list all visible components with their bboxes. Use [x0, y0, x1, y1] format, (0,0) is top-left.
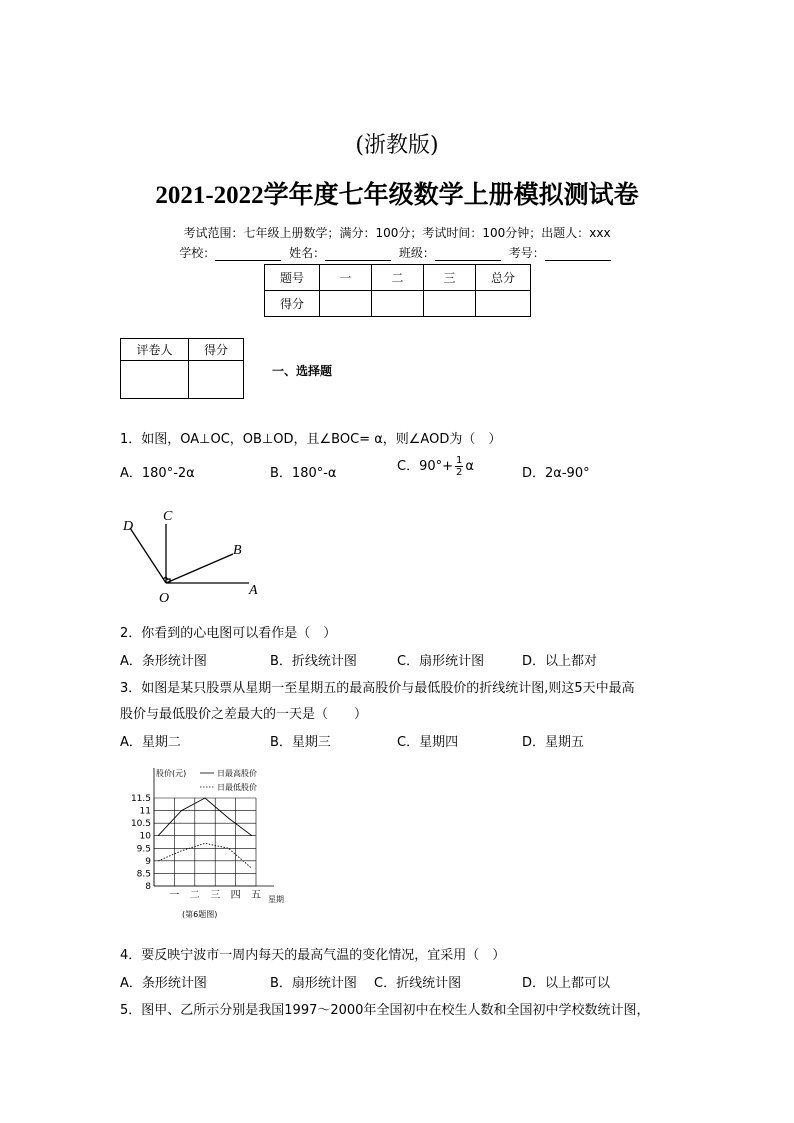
- score-header-cell: 一: [320, 265, 372, 291]
- fraction-numerator: 1: [456, 455, 463, 466]
- angle-figure: [115, 500, 275, 610]
- q2-option-a[interactable]: A．条形统计图: [120, 654, 207, 669]
- q3-option-a[interactable]: A．星期二: [120, 735, 181, 750]
- score-header-cell: 总分: [476, 265, 531, 291]
- grader-table: [120, 338, 244, 399]
- q4-option-b[interactable]: B．扇形统计图: [270, 976, 357, 991]
- chart-x-ticks: [169, 889, 261, 901]
- field-school-label: 学校：: [179, 246, 216, 260]
- q2-option-c[interactable]: C．扇形统计图: [397, 654, 485, 669]
- q2-option-d[interactable]: D．以上都对: [522, 654, 598, 669]
- chart-caption: (第6题图): [182, 910, 218, 919]
- q1-option-b[interactable]: B．180°-α: [270, 466, 337, 481]
- chart-y-ticks: [131, 794, 151, 892]
- label-d: D: [123, 519, 134, 534]
- x-tick-label: 二: [189, 890, 200, 901]
- fraction: [455, 455, 463, 478]
- label-b: B: [233, 543, 242, 558]
- grader-header-cell: 评卷人: [121, 339, 189, 361]
- label-c: C: [163, 509, 173, 524]
- score-row-label: 得分: [265, 291, 320, 317]
- y-tick-label: 9.5: [136, 844, 151, 855]
- question-1-stem: 1．如图，OA⊥OC，OB⊥OD，且∠BOC= α，则∠AOD为（ ）: [120, 432, 502, 447]
- q4-option-d[interactable]: D．以上都可以: [522, 976, 611, 991]
- label-o: O: [159, 591, 170, 606]
- field-name-blank[interactable]: [325, 248, 391, 261]
- field-class-blank[interactable]: [435, 248, 501, 261]
- score-table: [264, 264, 531, 317]
- x-tick-label: 一: [169, 890, 180, 901]
- question-3-stem-line2: 股价与最低股价之差最大的一天是（ ）: [120, 707, 368, 722]
- q1-option-c-alpha: α: [465, 459, 474, 474]
- question-5-stem: 5．图甲、乙所示分别是我国1997～2000年全国初中在校生人数和全国初中学校数统计图，: [120, 1003, 650, 1018]
- grader-cell[interactable]: [189, 361, 244, 399]
- score-cell[interactable]: [320, 291, 372, 317]
- edition-label: (浙教版): [355, 133, 439, 158]
- chart-y-axis-label: 股价(元): [156, 769, 187, 778]
- fraction-denominator: 2: [456, 467, 463, 478]
- x-tick-label: 四: [230, 890, 241, 901]
- field-school-blank[interactable]: [215, 248, 281, 261]
- field-id-label: 考号：: [508, 246, 545, 260]
- y-tick-label: 11.5: [130, 794, 151, 804]
- page-title: 2021-2022学年度七年级数学上册模拟测试卷: [155, 182, 639, 209]
- q2-option-b[interactable]: B．折线统计图: [270, 654, 357, 669]
- label-a: A: [249, 583, 258, 598]
- x-tick-label: 三: [210, 890, 221, 901]
- question-3-stem-line1: 3．如图是某只股票从星期一至星期五的最高股价与最低股价的折线统计图,则这5天中最高: [120, 681, 635, 696]
- series-line-low: [158, 843, 252, 868]
- q1-option-c[interactable]: [397, 455, 474, 478]
- ray-ob: [166, 554, 233, 583]
- y-tick-label: 9: [145, 856, 151, 867]
- q3-option-c[interactable]: C．星期四: [397, 735, 459, 750]
- question-2-stem: 2．你看到的心电图可以看作是（ ）: [120, 626, 337, 641]
- grader-header-cell: 得分: [189, 339, 244, 361]
- section-title: 一、选择题: [272, 364, 333, 378]
- q1-option-a[interactable]: A．180°-2α: [120, 466, 195, 481]
- q4-option-a[interactable]: A．条形统计图: [120, 976, 207, 991]
- grader-cell[interactable]: [121, 361, 189, 399]
- score-header-cell: 三: [424, 265, 476, 291]
- x-tick-label: 五: [251, 890, 261, 901]
- score-header-cell: 二: [372, 265, 424, 291]
- legend-high: 日最高股价: [217, 769, 257, 778]
- chart-x-axis-label: 星期: [268, 895, 284, 904]
- question-4-stem: 4．要反映宁波市一周内每天的最高气温的变化情况，宜采用（ ）: [120, 948, 506, 963]
- q3-option-d[interactable]: D．星期五: [522, 735, 585, 750]
- field-class-label: 班级：: [398, 246, 435, 260]
- series-line-high: [158, 798, 252, 836]
- student-fields: [0, 244, 794, 261]
- ray-od: [130, 528, 166, 583]
- q1-option-d[interactable]: D．2α-90°: [522, 466, 590, 481]
- y-tick-label: 10.5: [130, 819, 151, 830]
- score-cell[interactable]: [476, 291, 531, 317]
- q3-option-b[interactable]: B．星期三: [270, 735, 331, 750]
- score-cell[interactable]: [372, 291, 424, 317]
- legend-low: 日最低股价: [217, 783, 257, 792]
- score-header-cell: 题号: [265, 265, 320, 291]
- score-cell[interactable]: [424, 291, 476, 317]
- q4-option-c[interactable]: C．折线统计图: [374, 976, 462, 991]
- y-tick-label: 8.5: [136, 869, 151, 880]
- field-name-label: 姓名：: [289, 246, 326, 260]
- q1-option-c-label: C．90°+: [397, 459, 454, 474]
- chart-series: [158, 798, 252, 868]
- stock-price-chart: [120, 760, 300, 925]
- y-tick-label: 11: [139, 806, 151, 817]
- y-tick-label: 10: [139, 831, 151, 842]
- field-id-blank[interactable]: [545, 248, 611, 261]
- exam-info: 考试范围：七年级上册数学；满分：100分；考试时间：100分钟；出题人：xxx: [183, 226, 611, 240]
- y-tick-label: 8: [145, 882, 151, 892]
